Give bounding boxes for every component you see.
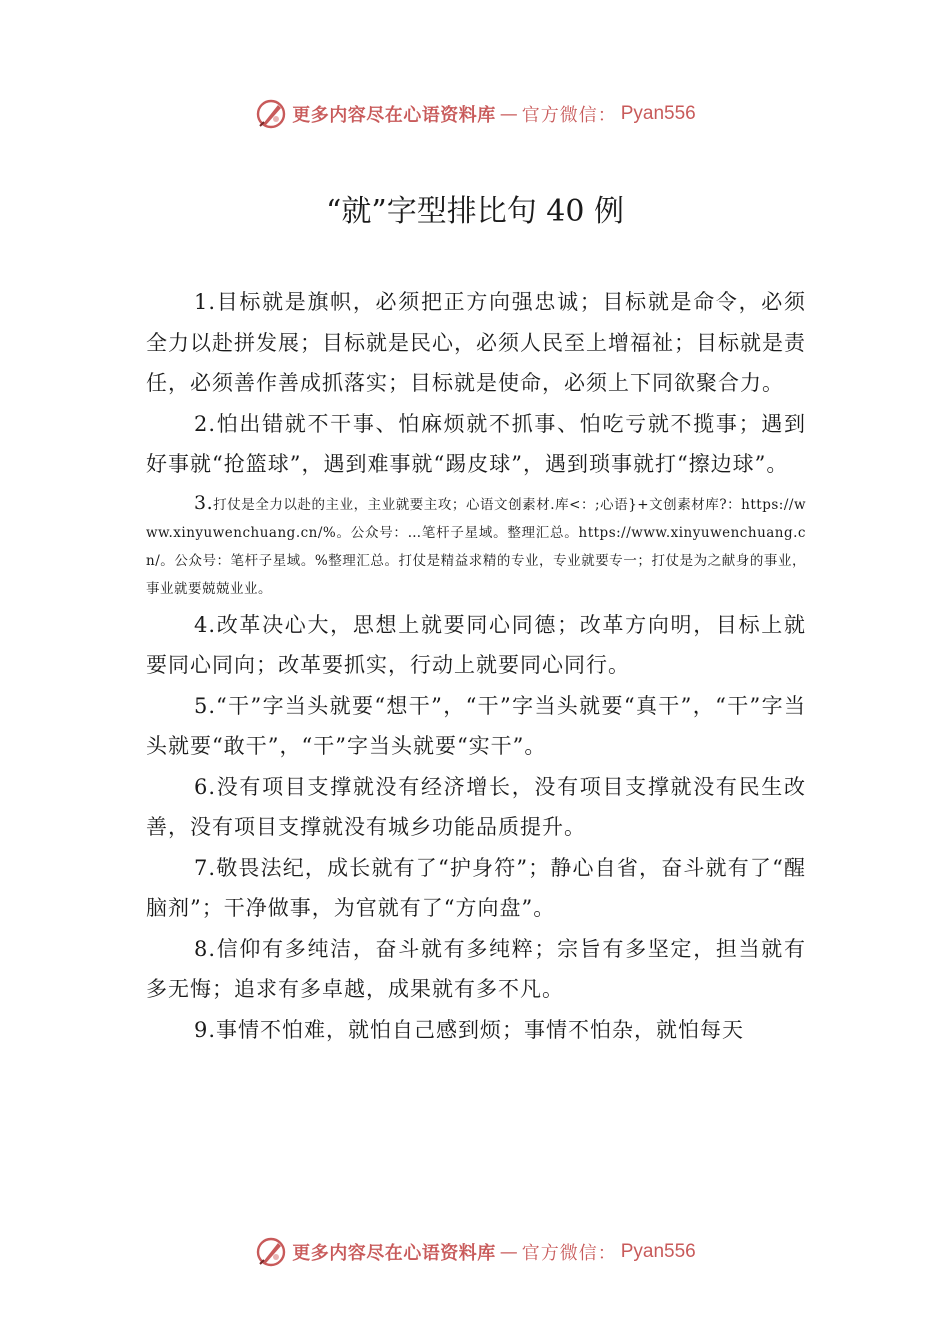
list-item: 4.改革决心大，思想上就要同心同德；改革方向明，目标上就要同心同向；改革要抓实，行动上就要同心同行。 (146, 612, 806, 677)
banner-wechat-id: Pyan556 (620, 1241, 696, 1262)
list-item (146, 489, 806, 603)
list-item: 7.敬畏法纪，成长就有了“护身符”；静心自省，奋斗就有了“醒脑剂”；干净做事，为官就有了“方向盘”。 (146, 855, 806, 920)
watermark-banner (254, 97, 696, 131)
watermark-banner (254, 1235, 696, 1269)
banner-main-text: 更多内容尽在心语资料库 (292, 105, 496, 126)
list-item: 8.信仰有多纯洁，奋斗就有多纯粹；宗旨有多坚定，担当就有多无悔；追求有多卓越，成果就有多不凡。 (146, 936, 806, 1001)
banner-dash: — (499, 103, 518, 125)
list-item: 2.怕出错就不干事、怕麻烦就不抓事、怕吃亏就不揽事；遇到好事就“抢篮球”，遇到难事就“踢皮球”，遇到琐事就打“擦边球”。 (146, 411, 806, 476)
quill-pen-logo-icon (254, 97, 288, 131)
banner-dash: — (499, 1241, 518, 1263)
document-title: “就”字型排比句 40 例 (326, 194, 624, 229)
banner-wechat-id: Pyan556 (620, 103, 696, 124)
banner-wechat-label: 官方微信： (521, 105, 617, 126)
banner-wechat-label: 官方微信： (521, 1243, 617, 1264)
list-item-number: 3. (194, 491, 214, 514)
document-body (146, 282, 806, 1050)
list-item: 6.没有项目支撑就没有经济增长，没有项目支撑就没有民生改善，没有项目支撑就没有城乡功能品质提升。 (146, 774, 806, 839)
list-item: 1.目标就是旗帜，必须把正方向强忠诚；目标就是命令，必须全力以赴拼发展；目标就是民心，必须人民至上增福祉；目标就是责任，必须善作善成抓落实；目标就是使命，必须上下同欲聚合力。 (146, 290, 806, 395)
list-item-text: 打仗是全力以赴的主业，主业就要主攻；心语文创素材.库<：;心语}+文创素材库?：https://www.xinyuwenchuang.cn/%。公众号：…笔杆子星域。整理汇总。https://www.xinyuwenchuang.cn/。公众号：笔杆子星域。%整理汇总。打仗是精益求精的专业，专业就要专一；打仗是为之献身的事业，事业就要兢兢业业。 (146, 496, 806, 597)
page-header-banner (0, 94, 950, 134)
quill-pen-logo-icon (254, 1235, 288, 1269)
page-footer-banner (0, 1232, 950, 1272)
banner-main-text: 更多内容尽在心语资料库 (292, 1243, 496, 1264)
list-item: 9.事情不怕难，就怕自己感到烦；事情不怕杂，就怕每天 (194, 1017, 745, 1042)
list-item: 5.“干”字当头就要“想干”，“干”字当头就要“真干”，“干”字当头就要“敢干”，“干”字当头就要“实干”。 (146, 693, 806, 758)
